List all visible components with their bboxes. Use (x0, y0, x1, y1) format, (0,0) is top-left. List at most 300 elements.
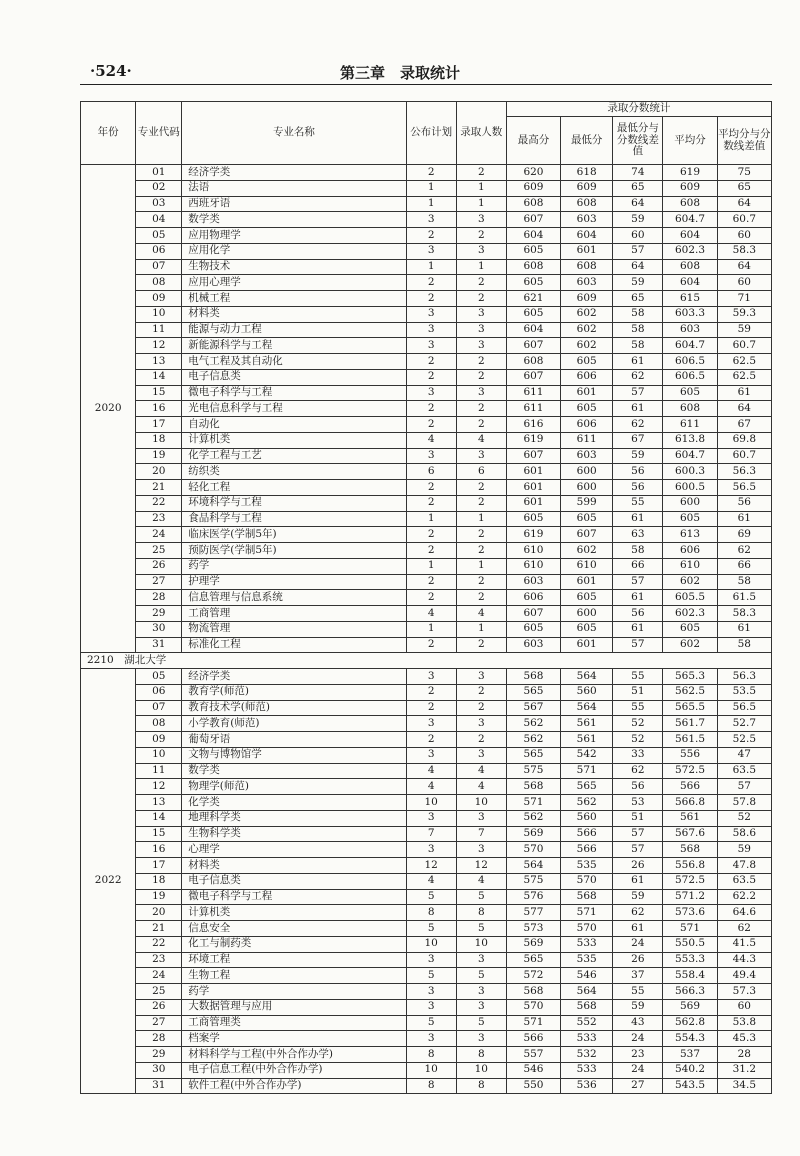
min-score-cell: 601 (561, 243, 613, 259)
admitted-cell: 10 (456, 936, 506, 952)
avg-diff-cell: 60.7 (717, 338, 771, 354)
admitted-cell: 8 (456, 1047, 506, 1063)
min-diff-cell: 55 (613, 700, 663, 716)
admitted-cell: 3 (456, 448, 506, 464)
min-score-cell: 565 (561, 779, 613, 795)
min-diff-cell: 61 (613, 873, 663, 889)
min-diff-cell: 59 (613, 212, 663, 228)
code-cell: 22 (136, 495, 182, 511)
code-cell: 29 (136, 1047, 182, 1063)
avg-diff-cell: 53.8 (717, 1015, 771, 1031)
min-diff-cell: 56 (613, 464, 663, 480)
min-score-cell: 570 (561, 873, 613, 889)
min-score-cell: 606 (561, 369, 613, 385)
max-score-cell: 607 (506, 448, 560, 464)
plan-cell: 3 (406, 810, 456, 826)
min-score-cell: 571 (561, 905, 613, 921)
max-score-cell: 610 (506, 543, 560, 559)
min-diff-cell: 27 (613, 1078, 663, 1094)
plan-cell: 1 (406, 621, 456, 637)
min-diff-cell: 61 (613, 401, 663, 417)
min-diff-cell: 62 (613, 369, 663, 385)
min-score-cell: 602 (561, 306, 613, 322)
header-max: 最高分 (506, 117, 560, 165)
code-cell: 14 (136, 810, 182, 826)
code-cell: 11 (136, 322, 182, 338)
code-cell: 01 (136, 165, 182, 181)
code-cell: 27 (136, 1015, 182, 1031)
admitted-cell: 4 (456, 606, 506, 622)
avg-diff-cell: 31.2 (717, 1062, 771, 1078)
plan-cell: 2 (406, 543, 456, 559)
max-score-cell: 611 (506, 385, 560, 401)
max-score-cell: 557 (506, 1047, 560, 1063)
admitted-cell: 2 (456, 637, 506, 653)
max-score-cell: 573 (506, 921, 560, 937)
min-diff-cell: 58 (613, 306, 663, 322)
table-header (81, 102, 772, 165)
code-cell: 21 (136, 921, 182, 937)
avg-score-cell: 568 (663, 842, 717, 858)
avg-diff-cell: 62 (717, 921, 771, 937)
code-cell: 12 (136, 338, 182, 354)
avg-diff-cell: 57.3 (717, 984, 771, 1000)
max-score-cell: 569 (506, 936, 560, 952)
code-cell: 06 (136, 684, 182, 700)
max-score-cell: 571 (506, 1015, 560, 1031)
major-name-cell: 标准化工程 (182, 637, 406, 653)
max-score-cell: 569 (506, 826, 560, 842)
major-name-cell: 生物科学类 (182, 826, 406, 842)
table-row (81, 354, 772, 370)
min-score-cell: 535 (561, 858, 613, 874)
table-row (81, 826, 772, 842)
min-score-cell: 601 (561, 637, 613, 653)
min-diff-cell: 56 (613, 480, 663, 496)
code-cell: 16 (136, 401, 182, 417)
year-cell: 2020 (81, 165, 136, 653)
min-diff-cell: 67 (613, 432, 663, 448)
major-name-cell: 小学教育(师范) (182, 716, 406, 732)
admitted-cell: 1 (456, 196, 506, 212)
code-cell: 20 (136, 905, 182, 921)
avg-diff-cell: 61.5 (717, 590, 771, 606)
table-row (81, 527, 772, 543)
code-cell: 06 (136, 243, 182, 259)
avg-diff-cell: 52.7 (717, 716, 771, 732)
table-row (81, 369, 772, 385)
avg-score-cell: 606.5 (663, 354, 717, 370)
code-cell: 17 (136, 417, 182, 433)
max-score-cell: 601 (506, 495, 560, 511)
code-cell: 13 (136, 795, 182, 811)
plan-cell: 3 (406, 322, 456, 338)
plan-cell: 4 (406, 873, 456, 889)
max-score-cell: 605 (506, 306, 560, 322)
plan-cell: 2 (406, 732, 456, 748)
admitted-cell: 2 (456, 590, 506, 606)
admitted-cell: 2 (456, 732, 506, 748)
admitted-cell: 4 (456, 432, 506, 448)
major-name-cell: 教育技术学(师范) (182, 700, 406, 716)
avg-diff-cell: 69.8 (717, 432, 771, 448)
table-row (81, 1062, 772, 1078)
avg-score-cell: 540.2 (663, 1062, 717, 1078)
major-name-cell: 电子信息类 (182, 873, 406, 889)
avg-score-cell: 569 (663, 999, 717, 1015)
max-score-cell: 605 (506, 621, 560, 637)
admitted-cell: 2 (456, 291, 506, 307)
major-name-cell: 地理科学类 (182, 810, 406, 826)
code-cell: 22 (136, 936, 182, 952)
table-row (81, 243, 772, 259)
code-cell: 30 (136, 621, 182, 637)
avg-diff-cell: 75 (717, 165, 771, 181)
max-score-cell: 611 (506, 401, 560, 417)
avg-diff-cell: 47.8 (717, 858, 771, 874)
code-cell: 28 (136, 590, 182, 606)
plan-cell: 2 (406, 590, 456, 606)
table-row (81, 338, 772, 354)
min-score-cell: 601 (561, 574, 613, 590)
avg-diff-cell: 34.5 (717, 1078, 771, 1094)
admitted-cell: 3 (456, 338, 506, 354)
admitted-cell: 5 (456, 889, 506, 905)
major-name-cell: 预防医学(学制5年) (182, 543, 406, 559)
min-score-cell: 568 (561, 999, 613, 1015)
plan-cell: 2 (406, 637, 456, 653)
max-score-cell: 619 (506, 432, 560, 448)
max-score-cell: 607 (506, 338, 560, 354)
plan-cell: 8 (406, 1078, 456, 1094)
plan-cell: 2 (406, 684, 456, 700)
avg-score-cell: 600 (663, 495, 717, 511)
avg-score-cell: 602.3 (663, 243, 717, 259)
avg-score-cell: 613 (663, 527, 717, 543)
table-row (81, 228, 772, 244)
min-score-cell: 560 (561, 684, 613, 700)
plan-cell: 6 (406, 464, 456, 480)
plan-cell: 5 (406, 921, 456, 937)
min-score-cell: 561 (561, 732, 613, 748)
min-score-cell: 602 (561, 543, 613, 559)
avg-diff-cell: 59 (717, 842, 771, 858)
avg-score-cell: 600.5 (663, 480, 717, 496)
table-row (81, 795, 772, 811)
min-score-cell: 564 (561, 669, 613, 685)
max-score-cell: 562 (506, 716, 560, 732)
code-cell: 12 (136, 779, 182, 795)
avg-score-cell: 572.5 (663, 873, 717, 889)
avg-score-cell: 573.6 (663, 905, 717, 921)
code-cell: 18 (136, 873, 182, 889)
plan-cell: 3 (406, 842, 456, 858)
table-row (81, 999, 772, 1015)
min-score-cell: 570 (561, 921, 613, 937)
min-score-cell: 618 (561, 165, 613, 181)
plan-cell: 3 (406, 999, 456, 1015)
admitted-cell: 3 (456, 385, 506, 401)
table-row (81, 858, 772, 874)
major-name-cell: 法语 (182, 180, 406, 196)
min-diff-cell: 24 (613, 1031, 663, 1047)
avg-diff-cell: 41.5 (717, 936, 771, 952)
min-diff-cell: 57 (613, 637, 663, 653)
max-score-cell: 607 (506, 369, 560, 385)
avg-score-cell: 604 (663, 275, 717, 291)
major-name-cell: 材料类 (182, 858, 406, 874)
min-diff-cell: 61 (613, 511, 663, 527)
avg-score-cell: 603 (663, 322, 717, 338)
code-cell: 05 (136, 669, 182, 685)
major-name-cell: 数学类 (182, 763, 406, 779)
avg-diff-cell: 60 (717, 999, 771, 1015)
university-name: 2210 湖北大学 (81, 653, 772, 669)
table-row (81, 763, 772, 779)
plan-cell: 5 (406, 1015, 456, 1031)
avg-score-cell: 611 (663, 417, 717, 433)
major-name-cell: 新能源科学与工程 (182, 338, 406, 354)
code-cell: 31 (136, 637, 182, 653)
min-diff-cell: 56 (613, 606, 663, 622)
min-score-cell: 566 (561, 842, 613, 858)
avg-diff-cell: 58.6 (717, 826, 771, 842)
avg-score-cell: 566 (663, 779, 717, 795)
avg-diff-cell: 49.4 (717, 968, 771, 984)
min-score-cell: 609 (561, 291, 613, 307)
plan-cell: 10 (406, 795, 456, 811)
min-score-cell: 566 (561, 826, 613, 842)
min-diff-cell: 56 (613, 779, 663, 795)
max-score-cell: 608 (506, 354, 560, 370)
major-name-cell: 教育学(师范) (182, 684, 406, 700)
max-score-cell: 566 (506, 1031, 560, 1047)
avg-score-cell: 550.5 (663, 936, 717, 952)
min-diff-cell: 24 (613, 936, 663, 952)
major-name-cell: 电子信息工程(中外合作办学) (182, 1062, 406, 1078)
major-name-cell: 材料类 (182, 306, 406, 322)
major-name-cell: 药学 (182, 984, 406, 1000)
major-name-cell: 化工与制药类 (182, 936, 406, 952)
min-diff-cell: 59 (613, 999, 663, 1015)
table-row (81, 637, 772, 653)
code-cell: 28 (136, 1031, 182, 1047)
table-row (81, 543, 772, 559)
plan-cell: 2 (406, 291, 456, 307)
min-diff-cell: 74 (613, 165, 663, 181)
code-cell: 08 (136, 275, 182, 291)
min-score-cell: 604 (561, 228, 613, 244)
avg-diff-cell: 59 (717, 322, 771, 338)
major-name-cell: 食品科学与工程 (182, 511, 406, 527)
plan-cell: 5 (406, 889, 456, 905)
admitted-cell: 3 (456, 842, 506, 858)
min-score-cell: 605 (561, 590, 613, 606)
table-row (81, 732, 772, 748)
code-cell: 25 (136, 543, 182, 559)
avg-score-cell: 572.5 (663, 763, 717, 779)
code-cell: 15 (136, 826, 182, 842)
major-name-cell: 物流管理 (182, 621, 406, 637)
min-diff-cell: 58 (613, 543, 663, 559)
min-score-cell: 564 (561, 984, 613, 1000)
max-score-cell: 575 (506, 873, 560, 889)
avg-score-cell: 567.6 (663, 826, 717, 842)
plan-cell: 12 (406, 858, 456, 874)
plan-cell: 2 (406, 275, 456, 291)
plan-cell: 8 (406, 1047, 456, 1063)
avg-score-cell: 554.3 (663, 1031, 717, 1047)
avg-diff-cell: 62 (717, 543, 771, 559)
code-cell: 09 (136, 732, 182, 748)
max-score-cell: 604 (506, 322, 560, 338)
plan-cell: 3 (406, 385, 456, 401)
table-row (81, 952, 772, 968)
max-score-cell: 572 (506, 968, 560, 984)
table-row (81, 558, 772, 574)
plan-cell: 8 (406, 905, 456, 921)
avg-diff-cell: 56.3 (717, 464, 771, 480)
admission-score-table (80, 101, 772, 1094)
avg-diff-cell: 60 (717, 228, 771, 244)
major-name-cell: 护理学 (182, 574, 406, 590)
avg-diff-cell: 56.5 (717, 480, 771, 496)
min-score-cell: 605 (561, 511, 613, 527)
header-score-stats: 录取分数统计 (506, 102, 771, 117)
plan-cell: 2 (406, 700, 456, 716)
avg-diff-cell: 57.8 (717, 795, 771, 811)
plan-cell: 1 (406, 196, 456, 212)
admitted-cell: 6 (456, 464, 506, 480)
min-score-cell: 562 (561, 795, 613, 811)
avg-diff-cell: 60.7 (717, 448, 771, 464)
major-name-cell: 工商管理类 (182, 1015, 406, 1031)
chapter-title: 第三章 录取统计 (339, 64, 460, 82)
min-score-cell: 536 (561, 1078, 613, 1094)
table-row (81, 275, 772, 291)
major-name-cell: 机械工程 (182, 291, 406, 307)
max-score-cell: 567 (506, 700, 560, 716)
min-diff-cell: 57 (613, 842, 663, 858)
avg-score-cell: 537 (663, 1047, 717, 1063)
admitted-cell: 1 (456, 259, 506, 275)
table-row (81, 1047, 772, 1063)
major-name-cell: 应用物理学 (182, 228, 406, 244)
avg-diff-cell: 60.7 (717, 212, 771, 228)
table-row (81, 417, 772, 433)
table-row (81, 984, 772, 1000)
admitted-cell: 3 (456, 1031, 506, 1047)
min-diff-cell: 59 (613, 448, 663, 464)
avg-diff-cell: 61 (717, 511, 771, 527)
max-score-cell: 605 (506, 275, 560, 291)
min-score-cell: 571 (561, 763, 613, 779)
min-diff-cell: 52 (613, 732, 663, 748)
table-row (81, 1015, 772, 1031)
page-number: ·524· (90, 62, 132, 80)
avg-score-cell: 613.8 (663, 432, 717, 448)
avg-score-cell: 604 (663, 228, 717, 244)
avg-diff-cell: 64 (717, 196, 771, 212)
code-cell: 29 (136, 606, 182, 622)
admitted-cell: 1 (456, 511, 506, 527)
avg-diff-cell: 60 (717, 275, 771, 291)
min-diff-cell: 58 (613, 322, 663, 338)
avg-diff-cell: 71 (717, 291, 771, 307)
major-name-cell: 计算机类 (182, 905, 406, 921)
avg-score-cell: 566.8 (663, 795, 717, 811)
table-row (81, 401, 772, 417)
min-score-cell: 605 (561, 621, 613, 637)
min-diff-cell: 60 (613, 228, 663, 244)
min-diff-cell: 65 (613, 291, 663, 307)
avg-score-cell: 561 (663, 810, 717, 826)
min-score-cell: 600 (561, 464, 613, 480)
table-row (81, 432, 772, 448)
min-score-cell: 561 (561, 716, 613, 732)
avg-diff-cell: 53.5 (717, 684, 771, 700)
major-name-cell: 应用化学 (182, 243, 406, 259)
table-row (81, 621, 772, 637)
major-name-cell: 经济学类 (182, 669, 406, 685)
table-row (81, 448, 772, 464)
header-plan: 公布计划 (406, 102, 456, 165)
plan-cell: 7 (406, 826, 456, 842)
header-avg-diff: 平均分与分数线差值 (717, 117, 771, 165)
max-score-cell: 568 (506, 984, 560, 1000)
plan-cell: 3 (406, 747, 456, 763)
major-name-cell: 信息安全 (182, 921, 406, 937)
min-score-cell: 533 (561, 1062, 613, 1078)
plan-cell: 2 (406, 574, 456, 590)
min-diff-cell: 55 (613, 669, 663, 685)
avg-diff-cell: 62.5 (717, 369, 771, 385)
code-cell: 25 (136, 984, 182, 1000)
min-score-cell: 607 (561, 527, 613, 543)
min-score-cell: 599 (561, 495, 613, 511)
plan-cell: 2 (406, 165, 456, 181)
code-cell: 27 (136, 574, 182, 590)
max-score-cell: 606 (506, 590, 560, 606)
min-score-cell: 605 (561, 401, 613, 417)
table-row (81, 810, 772, 826)
avg-diff-cell: 56.3 (717, 669, 771, 685)
min-diff-cell: 57 (613, 574, 663, 590)
min-score-cell: 608 (561, 196, 613, 212)
avg-diff-cell: 57 (717, 779, 771, 795)
code-cell: 15 (136, 385, 182, 401)
table-row (81, 322, 772, 338)
table-row (81, 921, 772, 937)
admitted-cell: 3 (456, 747, 506, 763)
min-diff-cell: 51 (613, 684, 663, 700)
header-admitted: 录取人数 (456, 102, 506, 165)
code-cell: 18 (136, 432, 182, 448)
code-cell: 24 (136, 527, 182, 543)
major-name-cell: 葡萄牙语 (182, 732, 406, 748)
avg-diff-cell: 52 (717, 810, 771, 826)
avg-score-cell: 610 (663, 558, 717, 574)
max-score-cell: 570 (506, 999, 560, 1015)
admitted-cell: 3 (456, 322, 506, 338)
min-score-cell: 552 (561, 1015, 613, 1031)
min-score-cell: 602 (561, 322, 613, 338)
plan-cell: 3 (406, 952, 456, 968)
admitted-cell: 2 (456, 228, 506, 244)
major-name-cell: 软件工程(中外合作办学) (182, 1078, 406, 1094)
avg-diff-cell: 69 (717, 527, 771, 543)
avg-diff-cell: 47 (717, 747, 771, 763)
